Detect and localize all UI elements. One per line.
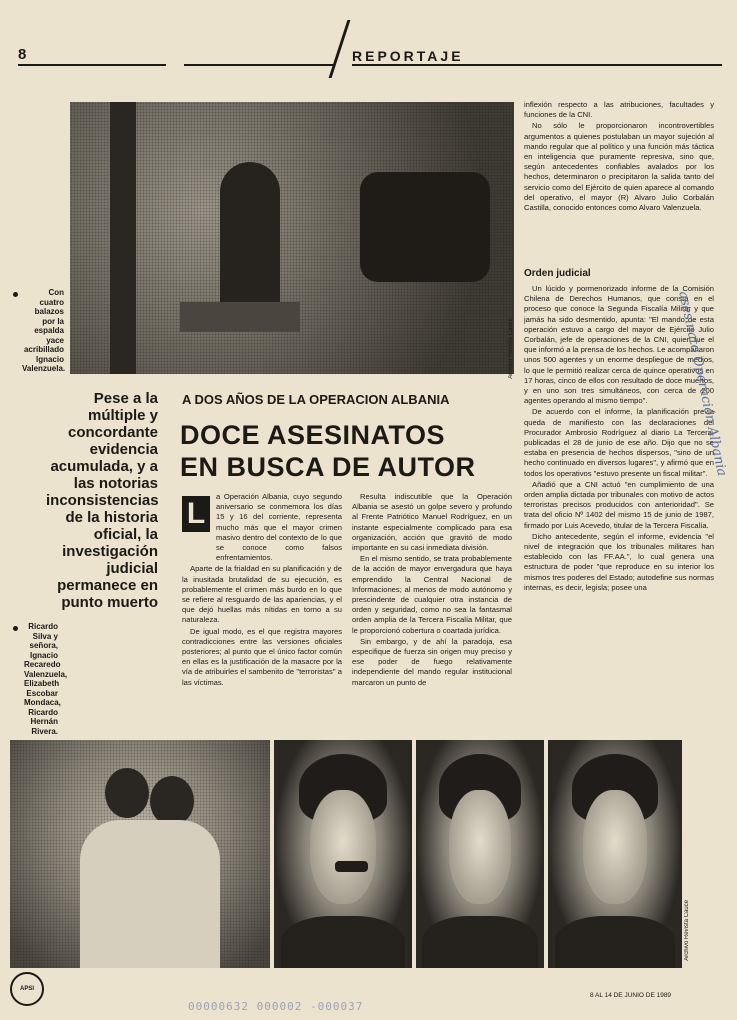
col3-para-0: inflexión respecto a las atribuciones, facultades y funciones de la CNI. [524,100,714,120]
drop-cap: L [182,496,210,532]
col1-para-3: De igual modo, es el que registra mayores contradicciones entre las versiones oficiales posteriores; al punto que el único factor común en ellas es la justificación de la masacre por la vía de atribuirles el sambenito de "terroristas" a las víctimas. [182,626,342,687]
photo-figure [220,162,280,312]
portrait-1 [274,740,412,968]
caption-bullet [13,292,18,297]
photo-tree [110,102,136,374]
couple-person-2 [150,776,194,826]
couple-bodies [80,820,220,968]
header-rule-left [18,64,166,66]
deck-text: Pese a la múltiple y concordante evidencia acumulada, y a las notorias inconsistencias de la historia oficial, la investigación judicial permanece en punto muerto [46,390,159,611]
photo-credit: Archivo Revista Cauce [508,318,514,379]
header-slash [329,20,351,78]
col3-para-4: Añadió que a CNI actuó "en cumplimiento de una orden amplia dictada por tribunales con motivo de actos terroristas precisos producidos con anterioridad". Se trata del oficio Nº 1402 del mismo 15 de junio de 1987, firmado por Luis Acevedo, titular de la Tercera Fiscalía. [524,479,714,530]
col3-para-1: No sólo le proporcionaron incontrovertibles argumentos a quienes postulaban un mayor sujeción al mando regular que al político y una función más táctica en inteligencia que puramente represiva, sino que, según antecedentes confiables avalados por los hechos, determinaron o precipitaron la salida tanto del servicio como del Ejército de quien aparece al comando del operativo, el mayor (R) Alvaro Julio Corbalán Castilla, conocido entonces como Alvaro Valenzuela. [524,121,714,213]
portrait-3 [548,740,682,968]
kicker: A DOS AÑOS DE LA OPERACION ALBANIA [182,392,450,407]
subhead-orden-judicial: Orden judicial [524,268,591,279]
headline-line-2: EN BUSCA DE AUTOR [180,452,476,482]
column-3-bottom [524,284,714,734]
issue-date: 8 AL 14 DE JUNIO DE 1989 [590,992,672,999]
col2-para-2: En el mismo sentido, se trata probablemente de la acción de mayor envergadura que haya emprendido la Central Nacional de Informaciones; al menos de modo autónomo y prescindente de cualquier otra instancia de orden y seguridad, como no sea la fantasmal orden amplia de la Tercera Fiscalía Militar, que le proporcionó cobertura o coartada jurídica. [352,554,512,635]
col3-para-5: Dicho antecedente, según el informe, evidencia "el nivel de integración que los tribunales militares han establecido con las FF.AA.", lo cual genera una estructura de poder "que reproduce en su interior los mismos tres poderes del Estado; autodefine sus normas internas, es decir, legisla; posee una [524,531,714,592]
col1-para-1: a Operación Albania, cuyo segundo aniversario se conmemora los días 15 y 16 del corriente, representa mucho más que el mayor crimen masivo dentro del contexto de lo que se conoce como falsos enfrentamientos. [216,492,342,563]
portrait-2 [416,740,544,968]
column-2 [352,492,512,734]
top-photo-caption: Con cuatro balazos por la espalda yace acribillado Ignacio Valenzuela. [22,288,66,373]
column-3-top [524,100,714,268]
headline-line-1: DOCE ASESINATOS [180,420,446,450]
photo-couple [10,740,270,968]
caption-bullet-2 [13,626,18,631]
header-rule-right [352,64,722,66]
archive-stamp: 00000632 000002 -000037 [188,1000,364,1013]
photo-ground [180,302,300,332]
bottom-photo-caption: Ricardo Silva y señora, Ignacio Recaredo Valenzuela, Elizabeth Escobar Mondaca, Ricardo Hernán Rivera. [24,622,68,736]
magazine-logo: APSI [10,972,44,1006]
col2-para-1: Resulta indiscutible que la Operación Albania se asestó un golpe severo y profundo al Frente Patriótico Manuel Rodríguez, en un instante especialmente complicado para esa organización, acción que gravitó de modo importante en su casi inmediata división. [352,492,512,553]
portrait-1-mustache [335,861,368,872]
photo-car [360,172,490,282]
page-number: 8 [18,46,27,63]
handwritten-note: asesinato Operación Albania [675,290,730,478]
col1-para-2: Aparte de la frialdad en su planificación y de la inusitada brutalidad de su ejecución, es probablemente el crimen más burdo en lo que se refiere al resguardo de las apariencias, y el que dejó huellas más nítidas en torno a su naturaleza. [182,564,342,625]
col2-para-3: Sin embargo, y de ahí la paradoja, esa especifique de fuerza sin origen muy preciso y ese poder de fuego relativamente independiente del mando regular institucional marcaron un punto de [352,636,512,687]
couple-person-1 [105,768,149,818]
section-title: REPORTAJE [352,48,464,64]
header-rule-mid [184,64,334,66]
column-1 [182,492,342,732]
col3-para-2: Un lúcido y pormenorizado informe de la Comisión Chilena de Derechos Humanos, que consta en el proceso que conoce la Segunda Fiscalía Militar y que jamás ha sido desmentido, apunta: "El mando de esta operación estuvo a cargo del mayor de Ejército Julio Corbalán, jefe de operaciones de la CNI, quien fue el que informó a la prensa de los hechos. Le acompañaron unos 500 agentes y un enorme despliegue de medios, lo que le permitió realizar cerca de quince operativos en 17 horas, cinco de ellos con resultado de doce muertos, y en uno son tres simultáneos, con cerca de 200 agentes operando al mismo tiempo". [524,284,714,406]
col3-para-3: De acuerdo con el informe, la planificación previa queda de manifiesto con las declaraciones del Procurador Ambrosio Rodríguez al diario La Tercera, publicadas el 28 de junio de ese año. Dijo que no se estaba en presencia de hechos dispersos, "sino de un hecho continuado en diversos lugares", y afirmó que en todos los operativos "estuvo presente un fiscal militar". [524,407,714,478]
bottom-photo-credit: Archivo Revista Cauce [684,900,690,961]
top-photo [70,102,514,374]
